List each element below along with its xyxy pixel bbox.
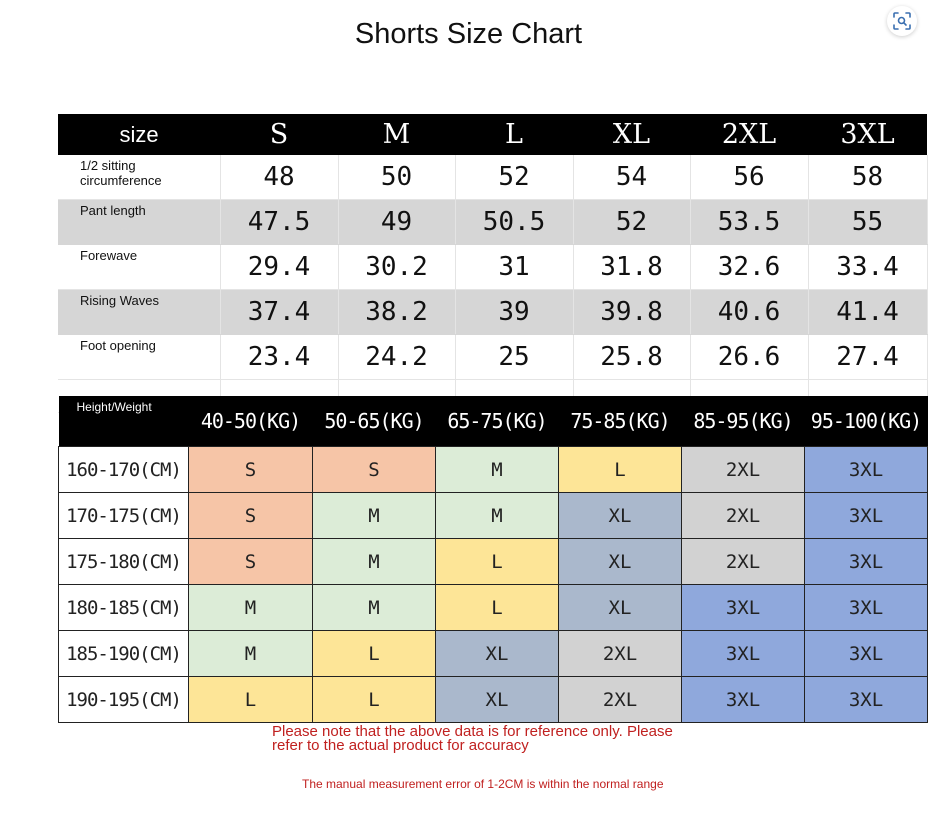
recommended-size-cell: 3XL	[805, 585, 928, 631]
size-column-header: 3XL	[808, 114, 927, 155]
recommended-size-cell: XL	[559, 539, 682, 585]
height-weight-header-label: Height/Weight	[59, 396, 189, 447]
height-label: 185-190(CM)	[59, 631, 189, 677]
recommended-size-cell: M	[313, 493, 436, 539]
page-title: Shorts Size Chart	[354, 18, 583, 50]
size-column-header: 2XL	[690, 114, 808, 155]
recommended-size-cell: XL	[436, 631, 559, 677]
height-label: 175-180(CM)	[59, 539, 189, 585]
measurement-value: 32.6	[690, 245, 808, 290]
recommended-size-cell: 2XL	[682, 539, 805, 585]
measurement-value: 25	[455, 335, 573, 380]
recommended-size-cell: 3XL	[805, 493, 928, 539]
visual-search-icon	[892, 11, 912, 31]
measurement-value: 53.5	[690, 200, 808, 245]
weight-column-header: 50-65(KG)	[313, 396, 436, 447]
recommended-size-cell: M	[436, 493, 559, 539]
height-row	[59, 493, 928, 539]
measurement-label: 1/2 sitting circumference	[58, 155, 220, 200]
recommended-size-cell: S	[189, 447, 313, 493]
measurement-label: Rising Waves	[58, 290, 220, 335]
measurement-row	[58, 335, 927, 380]
measurement-label: Pant length	[58, 200, 220, 245]
recommended-size-cell: L	[436, 539, 559, 585]
recommended-size-cell: 3XL	[805, 677, 928, 723]
recommended-size-cell: 3XL	[805, 539, 928, 585]
measurement-value: 27.4	[808, 335, 927, 380]
recommended-size-cell: L	[313, 677, 436, 723]
height-label: 170-175(CM)	[59, 493, 189, 539]
visual-search-button[interactable]	[887, 6, 917, 36]
recommended-size-cell: S	[189, 493, 313, 539]
recommended-size-cell: XL	[559, 493, 682, 539]
measurement-value: 38.2	[338, 290, 455, 335]
height-label: 180-185(CM)	[59, 585, 189, 631]
height-label: 160-170(CM)	[59, 447, 189, 493]
measurement-value: 30.2	[338, 245, 455, 290]
measurement-value: 26.6	[690, 335, 808, 380]
recommended-size-cell: XL	[436, 677, 559, 723]
size-header-label: size	[58, 114, 220, 155]
recommended-size-cell: S	[313, 447, 436, 493]
measurement-value: 49	[338, 200, 455, 245]
measurement-value: 39.8	[573, 290, 690, 335]
measurement-value: 37.4	[220, 290, 338, 335]
height-row	[59, 677, 928, 723]
height-row	[59, 631, 928, 677]
recommended-size-cell: XL	[559, 585, 682, 631]
measurement-value: 39	[455, 290, 573, 335]
recommended-size-cell: L	[559, 447, 682, 493]
recommended-size-cell: M	[313, 539, 436, 585]
weight-column-header: 65-75(KG)	[436, 396, 559, 447]
measurement-label: Foot opening	[58, 335, 220, 380]
weight-column-header: 75-85(KG)	[559, 396, 682, 447]
measurement-value: 40.6	[690, 290, 808, 335]
measurement-error-note: The manual measurement error of 1-2CM is within the normal range	[302, 777, 664, 791]
size-column-header: XL	[573, 114, 690, 155]
weight-column-header: 95-100(KG)	[805, 396, 928, 447]
recommended-size-cell: L	[313, 631, 436, 677]
weight-column-header: 85-95(KG)	[682, 396, 805, 447]
recommended-size-cell: L	[189, 677, 313, 723]
measurement-row	[58, 290, 927, 335]
measurement-value: 31.8	[573, 245, 690, 290]
size-column-header: M	[338, 114, 455, 155]
recommended-size-cell: 3XL	[805, 631, 928, 677]
recommended-size-cell: M	[189, 631, 313, 677]
weight-column-header: 40-50(KG)	[189, 396, 313, 447]
recommended-size-cell: 3XL	[682, 631, 805, 677]
measurement-value: 56	[690, 155, 808, 200]
measurement-label: Forewave	[58, 245, 220, 290]
recommended-size-cell: 3XL	[805, 447, 928, 493]
reference-note: Please note that the above data is for reference only. Please refer to the actual product for accuracy	[272, 723, 673, 754]
measurement-row	[58, 245, 927, 290]
height-row	[59, 447, 928, 493]
height-weight-table	[58, 396, 928, 723]
recommended-size-cell: M	[189, 585, 313, 631]
measurement-value: 58	[808, 155, 927, 200]
recommended-size-cell: 3XL	[682, 677, 805, 723]
size-column-header: S	[220, 114, 338, 155]
recommended-size-cell: 2XL	[559, 677, 682, 723]
measurement-value: 55	[808, 200, 927, 245]
measurement-value: 52	[455, 155, 573, 200]
measurement-value: 33.4	[808, 245, 927, 290]
measurement-row	[58, 200, 927, 245]
measurement-value: 29.4	[220, 245, 338, 290]
recommended-size-cell: 2XL	[682, 447, 805, 493]
measurement-value: 25.8	[573, 335, 690, 380]
recommended-size-cell: 2XL	[559, 631, 682, 677]
measurement-value: 48	[220, 155, 338, 200]
recommended-size-cell: 2XL	[682, 493, 805, 539]
recommended-size-cell: 3XL	[682, 585, 805, 631]
recommended-size-cell: L	[436, 585, 559, 631]
recommended-size-cell: M	[436, 447, 559, 493]
height-row	[59, 539, 928, 585]
measurement-row	[58, 155, 927, 200]
measurement-value: 41.4	[808, 290, 927, 335]
measurement-value: 47.5	[220, 200, 338, 245]
measurement-value: 31	[455, 245, 573, 290]
size-column-header: L	[455, 114, 573, 155]
height-row	[59, 585, 928, 631]
size-measurement-table	[58, 114, 928, 413]
measurement-value: 50	[338, 155, 455, 200]
measurement-value: 54	[573, 155, 690, 200]
recommended-size-cell: S	[189, 539, 313, 585]
height-label: 190-195(CM)	[59, 677, 189, 723]
measurement-value: 24.2	[338, 335, 455, 380]
recommended-size-cell: M	[313, 585, 436, 631]
measurement-value: 50.5	[455, 200, 573, 245]
measurement-value: 23.4	[220, 335, 338, 380]
measurement-value: 52	[573, 200, 690, 245]
